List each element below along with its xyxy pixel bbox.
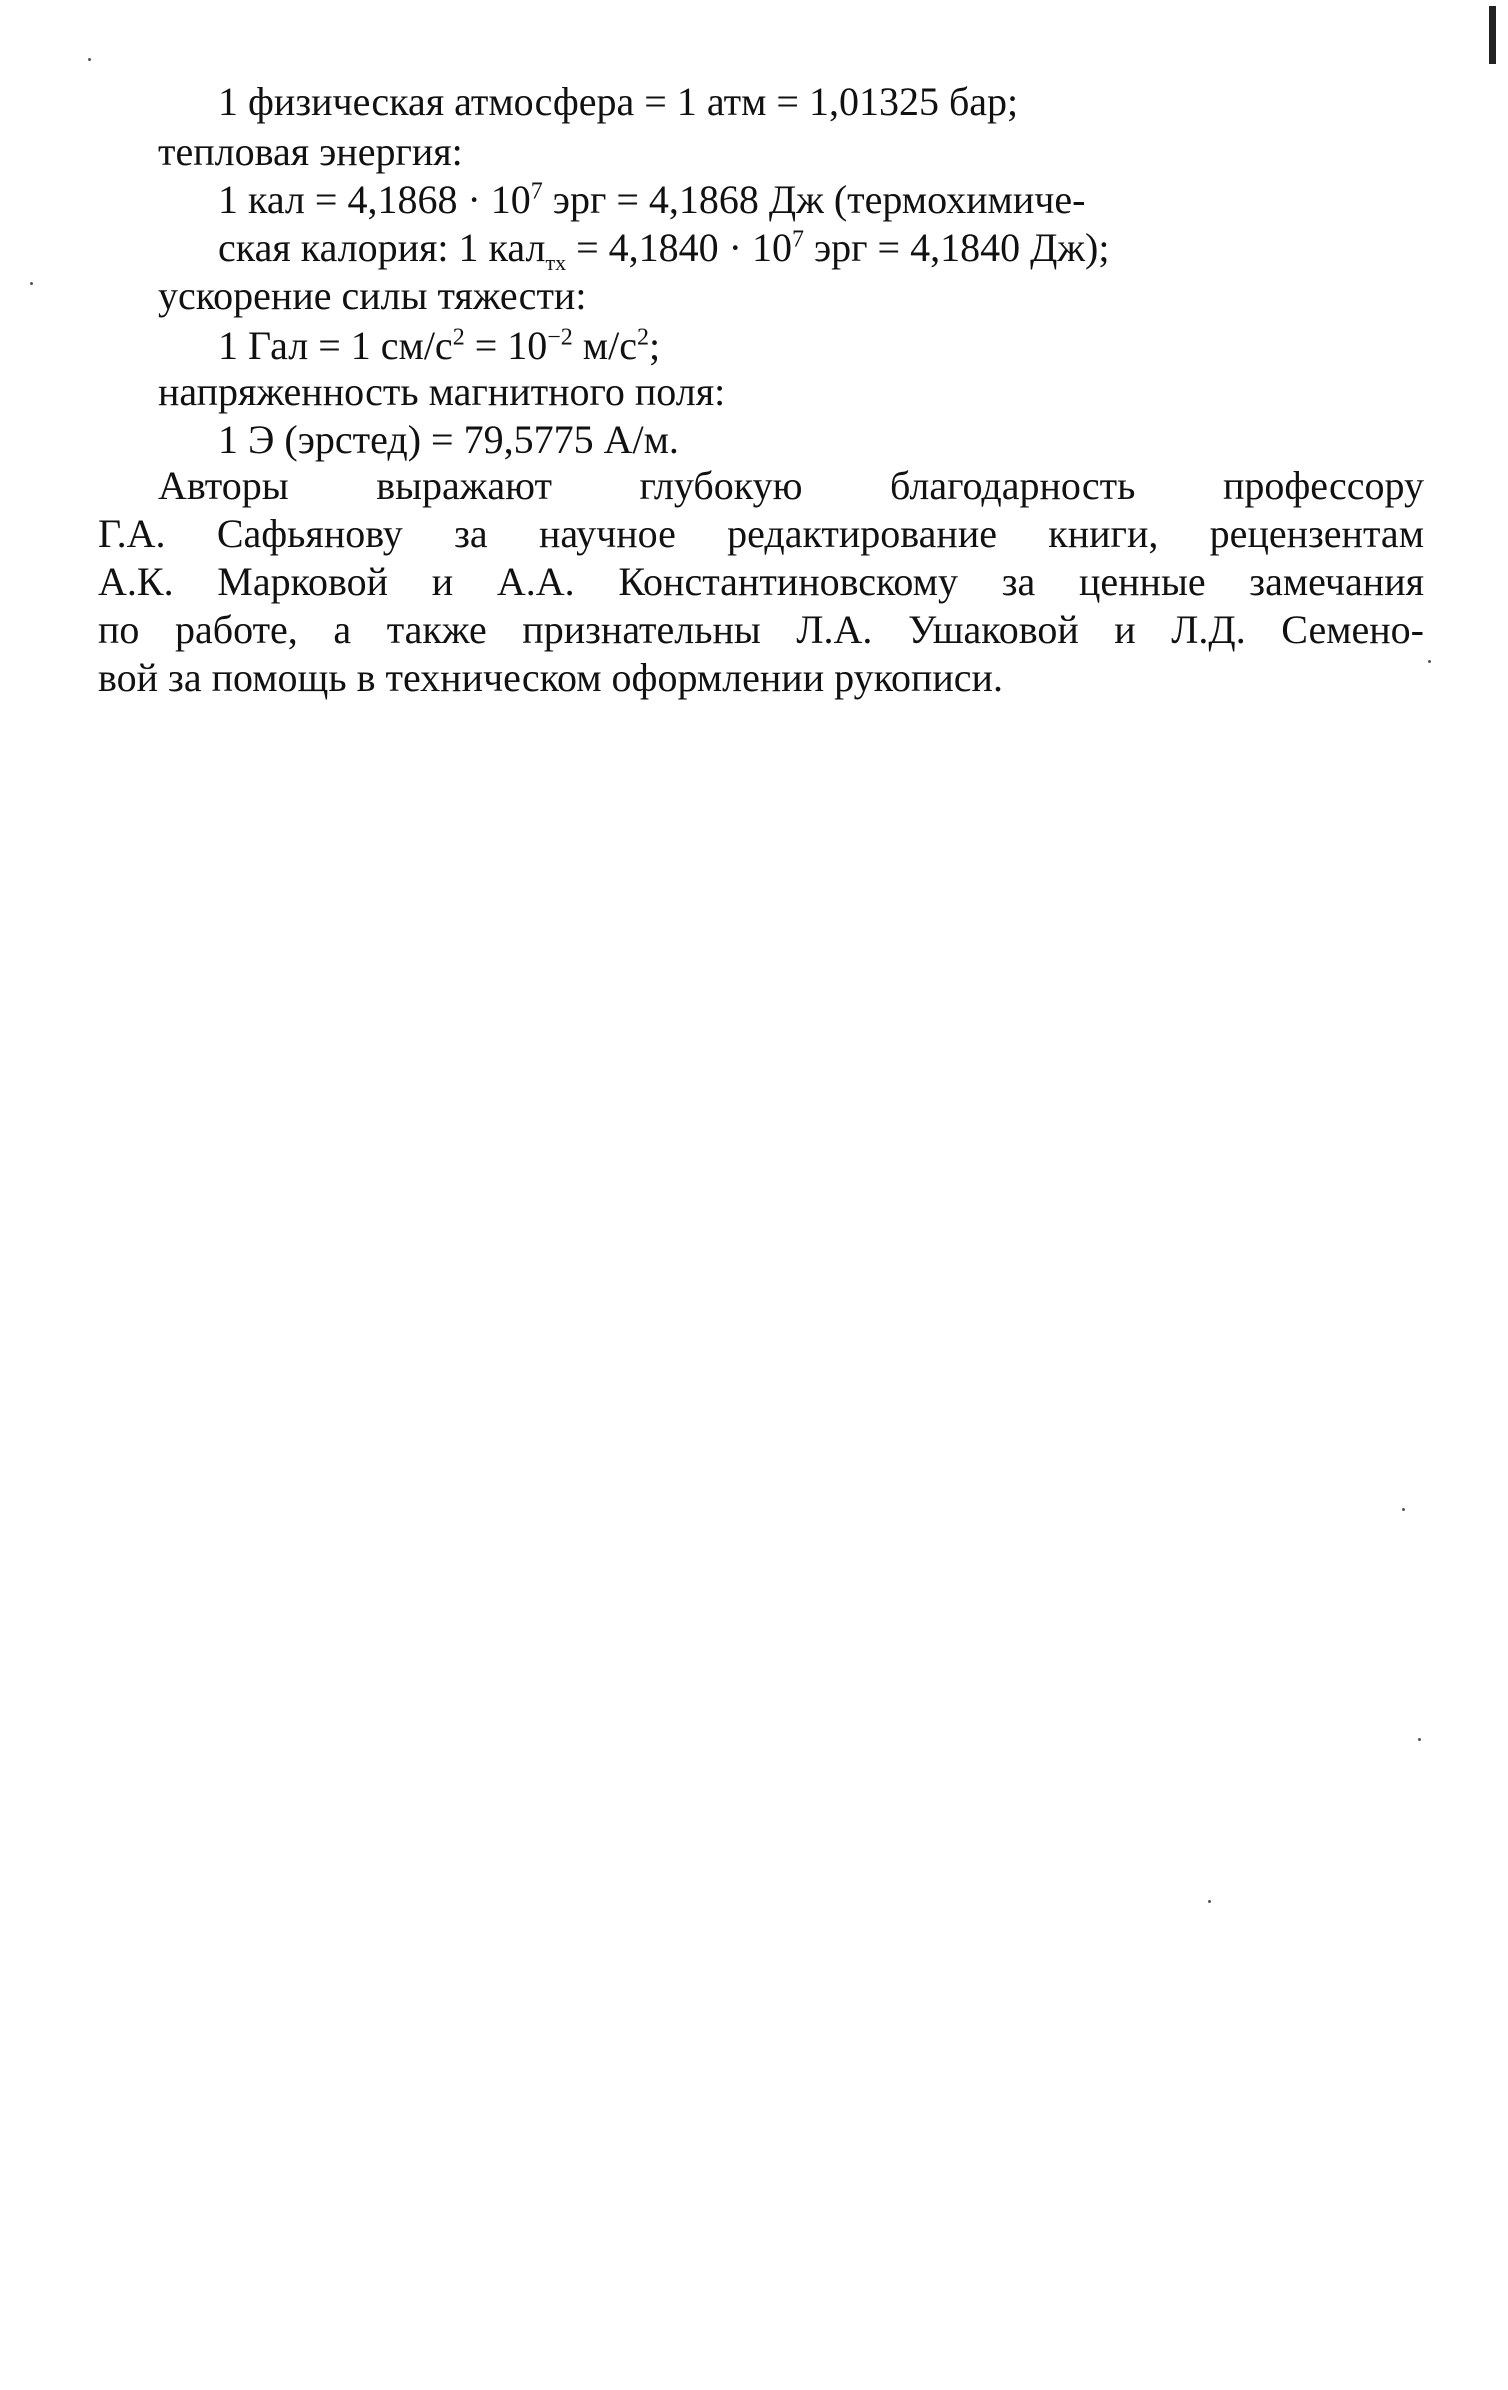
scan-speck bbox=[1208, 1900, 1211, 1903]
gal-exponent-3: 2 bbox=[636, 324, 649, 351]
magnetic-field-heading: напряженность магнитного поля: bbox=[158, 369, 726, 414]
thermochemical-calorie-line bbox=[218, 224, 1110, 275]
gal-text-end: ; bbox=[648, 323, 661, 368]
calorie-exponent: 7 bbox=[530, 178, 543, 205]
acknowledgement-paragraph bbox=[98, 462, 1424, 702]
calorie-conversion-line bbox=[218, 176, 1085, 224]
gal-text-mid2: м/с bbox=[572, 323, 637, 368]
calorie-text-a: 1 кал = 4,1868 · 10 bbox=[218, 177, 531, 222]
scan-speck bbox=[1428, 660, 1431, 663]
thermochem-exponent: 7 bbox=[791, 226, 804, 253]
acknowledgement-line: Авторы выражают глубокую благодарность профессору bbox=[158, 463, 1424, 508]
thermochem-subscript: тх bbox=[545, 250, 567, 275]
thermal-energy-heading: тепловая энергия: bbox=[158, 129, 463, 174]
gal-text-pre: 1 Гал = 1 см/с bbox=[218, 323, 453, 368]
gravity-heading: ускорение силы тяжести: bbox=[158, 273, 587, 318]
atm-conversion-line: 1 физическая атмосфера = 1 атм = 1,01325 бар; bbox=[218, 79, 1019, 124]
acknowledgement-line: по работе, а также признательны Л.А. Ушаковой и Л.Д. Семено- bbox=[98, 607, 1424, 652]
oersted-conversion-line: 1 Э (эрстед) = 79,5775 А/м. bbox=[218, 417, 679, 462]
gal-conversion-line bbox=[218, 322, 660, 370]
scan-speck bbox=[1402, 1508, 1405, 1511]
acknowledgement-line: вой за помощь в техническом оформлении рукописи. bbox=[98, 655, 1003, 700]
scan-speck bbox=[88, 58, 91, 61]
thermochem-text-mid: = 4,1840 · 10 bbox=[566, 225, 792, 270]
scan-margin-mark bbox=[1489, 6, 1496, 64]
calorie-text-a-rest: эрг = 4,1868 Дж (термохимиче- bbox=[542, 177, 1086, 222]
thermochem-text-rest: эрг = 4,1840 Дж); bbox=[803, 225, 1110, 270]
acknowledgement-line: Г.А. Сафьянову за научное редактирование книги, рецензентам bbox=[98, 511, 1424, 556]
acknowledgement-line: А.К. Марковой и А.А. Константиновскому за ценные замечания bbox=[98, 559, 1424, 604]
scan-speck bbox=[1418, 1738, 1421, 1741]
scan-speck bbox=[30, 282, 33, 285]
thermochem-text-pre: ская калория: 1 кал bbox=[218, 225, 546, 270]
gal-text-mid: = 10 bbox=[464, 323, 548, 368]
gal-exponent-2: −2 bbox=[547, 324, 573, 351]
gal-exponent-1: 2 bbox=[452, 324, 465, 351]
